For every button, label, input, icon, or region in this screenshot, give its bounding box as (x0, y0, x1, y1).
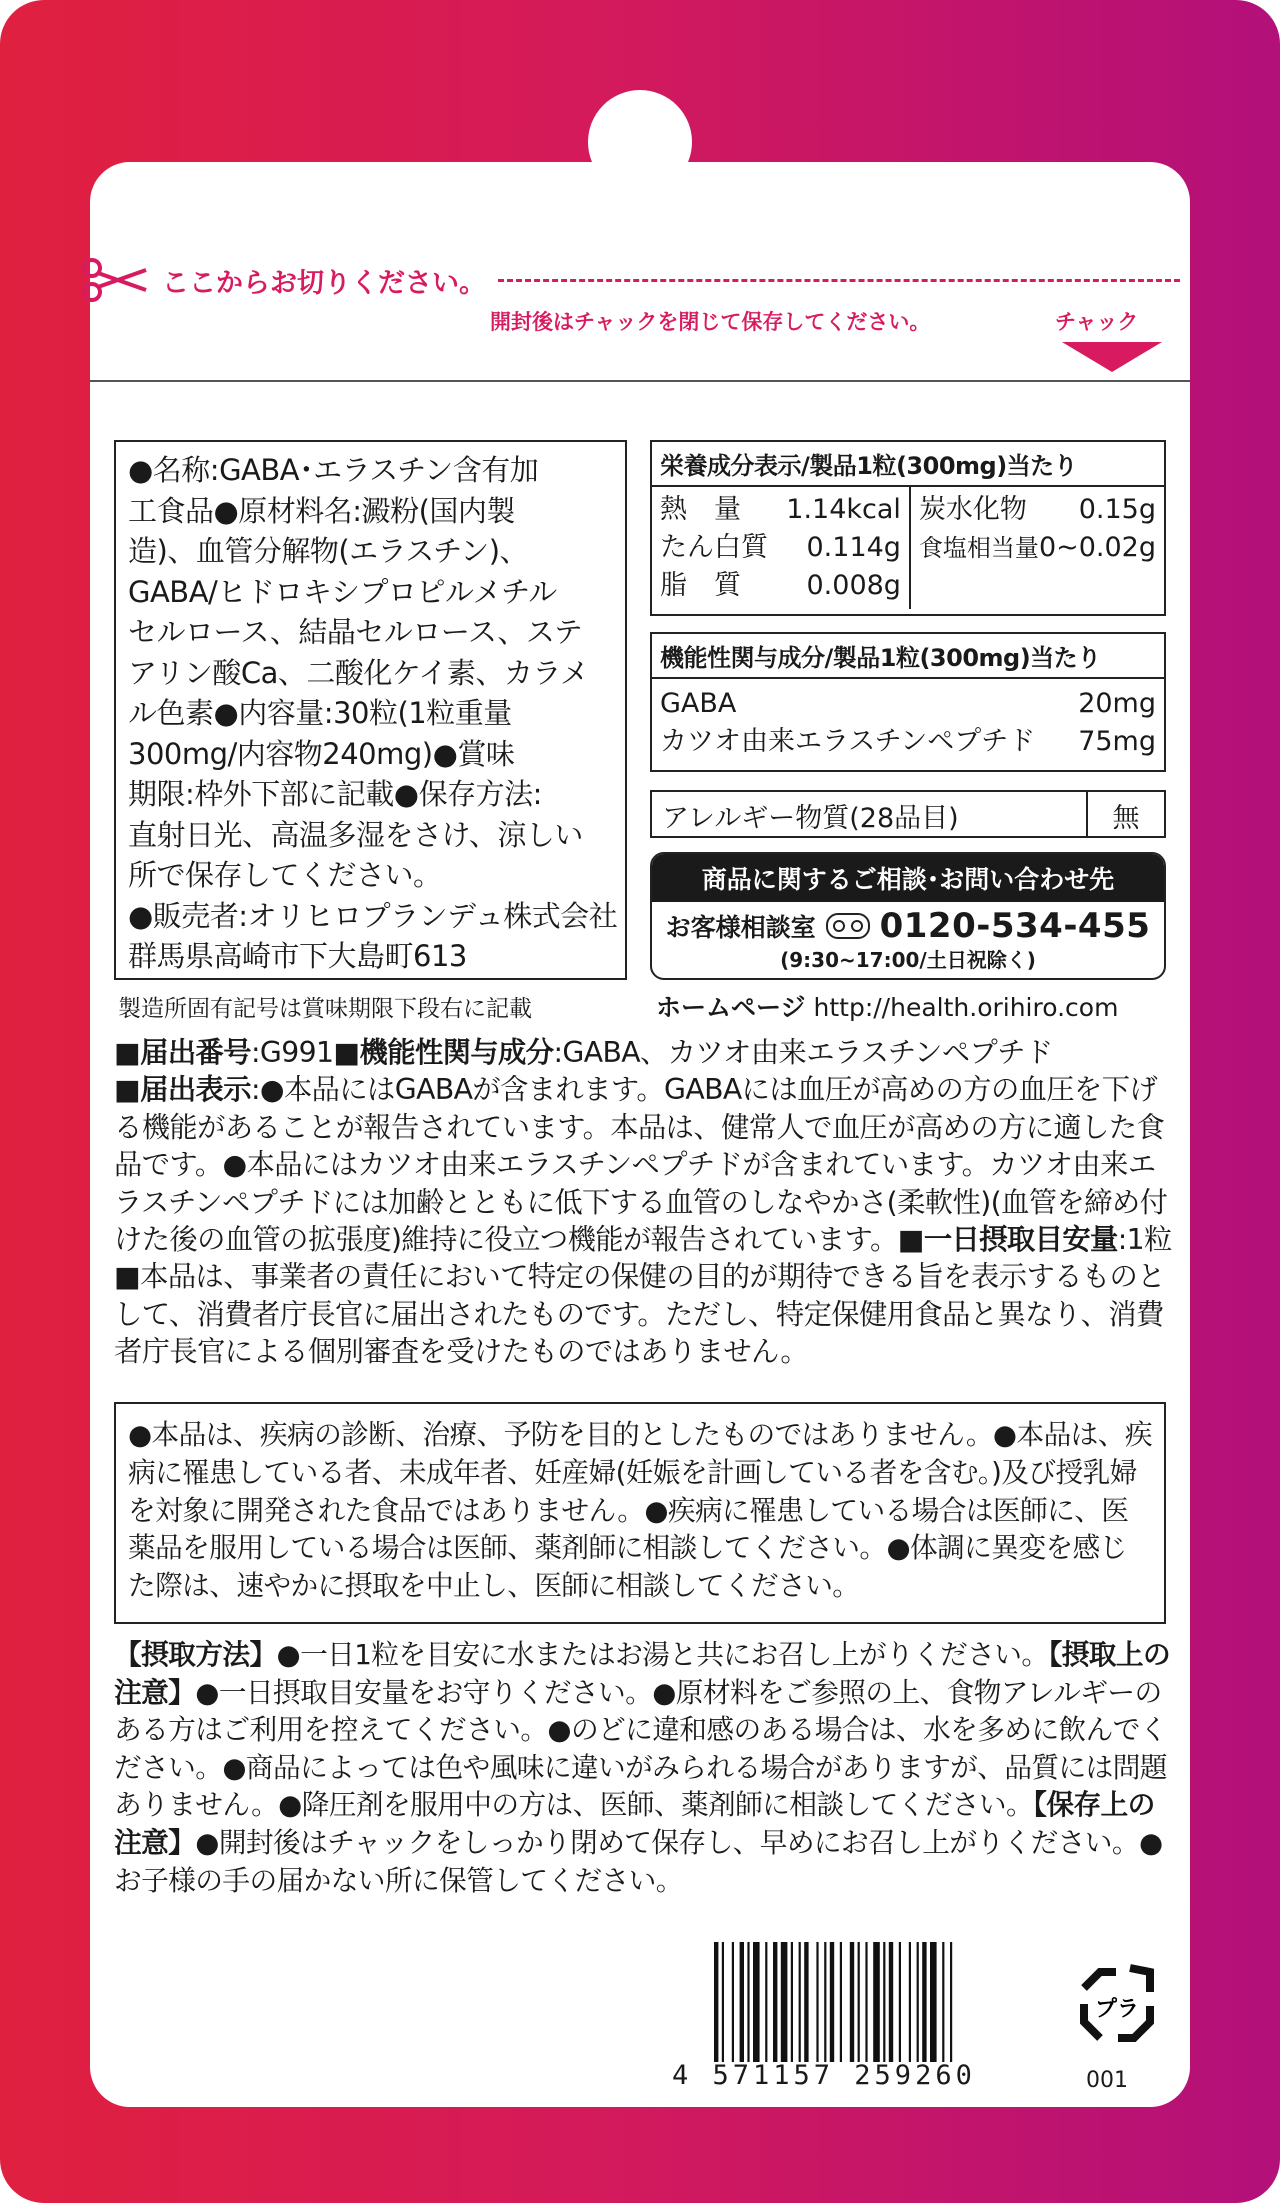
barcode-bar (873, 1942, 880, 2062)
spec-line: 工食品●原材料名:澱粉(国内製 (128, 493, 515, 528)
barcode-bar (889, 1942, 893, 2062)
functional-ingredient-box (650, 632, 1166, 772)
spec-line: 所で保存してください。 (128, 858, 442, 892)
barcode-bar (824, 1942, 826, 2062)
barcode-bar (830, 1942, 834, 2062)
barcode-bar (922, 1942, 926, 2062)
barcode-bar (765, 1942, 767, 2062)
homepage-link[interactable]: http://health.orihiro.com (813, 993, 1119, 1022)
homepage-label: ホームページ (656, 993, 806, 1022)
spec-line: 300mg/内容物240mg)●賞味 (128, 736, 515, 771)
nutrition-row: 食塩相当量 0~0.02g (918, 532, 1156, 563)
functional-row: GABA 20mg (660, 688, 1156, 719)
barcode-bar (865, 1942, 867, 2062)
barcode-bar (930, 1942, 937, 2062)
spec-line: GABA/ヒドロキシプロピルメチル (128, 574, 557, 609)
barcode-bar (917, 1942, 919, 2062)
plastic-recycle-icon (1070, 1958, 1164, 2052)
nutrition-row: 炭水化物 0.15g (918, 494, 1156, 525)
barcode-bar (722, 1942, 724, 2062)
cut-dashed-line (498, 279, 1180, 282)
zipper-line (90, 380, 1190, 382)
spec-line: 期限:枠外下部に記載●保存方法: (128, 777, 542, 811)
barcode-bar (753, 1942, 760, 2062)
nutrition-row: 熱 量 1.14kcal (660, 494, 901, 525)
spec-line: 直射日光、高温多湿をさけ、涼しい (128, 817, 583, 852)
barcode-bar (950, 1942, 952, 2062)
barcode-bar (799, 1942, 801, 2062)
barcode-bar (942, 1942, 944, 2062)
barcode-bar (791, 1942, 793, 2062)
spec-line: ル色素●内容量:30粒(1粒重量 (128, 696, 512, 730)
contact-header: 商品に関するご相談･お問い合わせ先 (652, 854, 1164, 902)
barcode-bar (883, 1942, 885, 2062)
barcode-bar (714, 1942, 718, 2062)
contact-hours: (9:30~17:00/土日祝除く) (780, 948, 1036, 972)
scissors-icon (80, 258, 150, 302)
usage-text: 【摂取方法】●一日1粒を目安に水またはお湯と共にお召し上がりください。【摂取上の注意】●一日摂取目安量をお守りください。●原材料をご参照の上、食物アレルギーのある方はご利用を控えてください。●のどに違和感のある場合は、水を多めに飲んでください。●商品によっては色や風味に違いがみられる場合がありますが、品質には問題ありません。●降圧剤を服用中の方は、医師、薬剤師に相談してください。【保存上の注意】●開封後はチャックをしっかり閉めて保存し、早めにお召し上がりください。●お子様の手の届かない所に保管してください。 (114, 1638, 1171, 1897)
package-code: 001 (1086, 2068, 1128, 2093)
freedial-icon (826, 913, 870, 939)
barcode-bar (840, 1942, 842, 2062)
functional-header: 機能性関与成分/製品1粒(300mg)当たり (652, 634, 1164, 679)
nutrition-row: 脂 質 0.008g (660, 570, 901, 601)
allergy-value: 無 (1112, 803, 1140, 834)
barcode-bar (858, 1942, 860, 2062)
barcode-bar (899, 1942, 901, 2062)
zipper-label: チャック (1055, 310, 1139, 334)
barcode-bar (747, 1942, 749, 2062)
contact-box (650, 852, 1166, 980)
spec-line: 造)、血管分解物(エラスチン)、 (128, 534, 529, 568)
caution-text: ●本品は、疾病の診断、治療、予防を目的としたものではありません。●本品は、疾病に罹患している者、未成年者、妊産婦(妊娠を計画している者を含む。)及び授乳婦を対象に開発された食品ではありません。●疾病に罹患している場合は医師に、医薬品を服用している場合は医師、薬剤師に相談してください。●体調に異変を感じた際は、速やかに摂取を中止し、医師に相談してください。 (128, 1418, 1152, 1603)
contact-phone[interactable]: 0120-534-455 (879, 906, 1151, 946)
product-spec-box (114, 440, 627, 980)
barcode-bar (740, 1942, 744, 2062)
spec-line: セルロース、結晶セルロース、ステ (128, 615, 583, 649)
cut-instruction: ここからお切りください。 (162, 267, 486, 299)
barcode (712, 1942, 1038, 2062)
contact-label: お客様相談室 (665, 913, 816, 942)
spec-line: 群馬県高崎市下大島町613 (128, 939, 467, 973)
nutrition-header: 栄養成分表示/製品1粒(300mg)当たり (652, 442, 1164, 487)
zipper-note: 開封後はチャックを閉じて保存してください。 (490, 310, 931, 334)
manufacturer-code-note: 製造所固有記号は賞味期限下段右に記載 (118, 996, 532, 1022)
homepage (656, 988, 1118, 1024)
barcode-bar (781, 1942, 788, 2062)
barcode-bar (909, 1942, 911, 2062)
functional-row: カツオ由来エラスチンペプチド 75mg (660, 726, 1156, 757)
functional-claim-text: ■届出番号:G991■機能性関与成分:GABA、カツオ由来エラスチンペプチド ■届出表示:●本品にはGABAが含まれます。GABAには血圧が高めの方の血圧を下げる機能があることが報告されています。本品は、健常人で血圧が高めの方に適した食品です。●本品にはカツオ由来エラスチンペプチドが含まれています。カツオ由来エラスチンペプチドには加齢とともに低下する血管のしなやかさ(柔軟性)(血管を締め付けた後の血管の拡張度)維持に役立つ機能が報告されています。■一日摂取目安量:1粒■本品は、事業者の責任において特定の保健の目的が期待できる旨を表示するものとして、消費者庁長官に届出されたものです。ただし、特定保健用食品と異なり、消費者庁長官による個別審査を受けたものではありません。 (114, 1036, 1172, 1369)
cut-line (80, 255, 1180, 305)
nutrition-row: たん白質 0.114g (660, 532, 901, 563)
nutrition-box (650, 440, 1166, 616)
barcode-number: 4 571157 259260 (672, 2060, 976, 2091)
spec-line: ●名称:GABA･エラスチン含有加 (128, 453, 539, 487)
spec-line: ●販売者:オリヒロプランデュ株式会社 (128, 898, 618, 933)
product-spec-text (128, 450, 618, 977)
barcode-bar (804, 1942, 808, 2062)
allergy-label: アレルギー物質(28品目) (652, 792, 1088, 836)
barcode-bar (816, 1942, 818, 2062)
barcode-bar (850, 1942, 854, 2062)
barcode-bar (773, 1942, 777, 2062)
spec-line: アリン酸Ca、二酸化ケイ素、カラメ (128, 655, 589, 690)
svg-text:プラ: プラ (1094, 1997, 1140, 2022)
nutrition-right-col (911, 487, 1164, 609)
nutrition-left-col (652, 487, 911, 609)
barcode-bar (732, 1942, 734, 2062)
caution-box (114, 1402, 1166, 1624)
allergy-box (650, 790, 1166, 838)
zipper-arrow-icon (1062, 342, 1162, 372)
